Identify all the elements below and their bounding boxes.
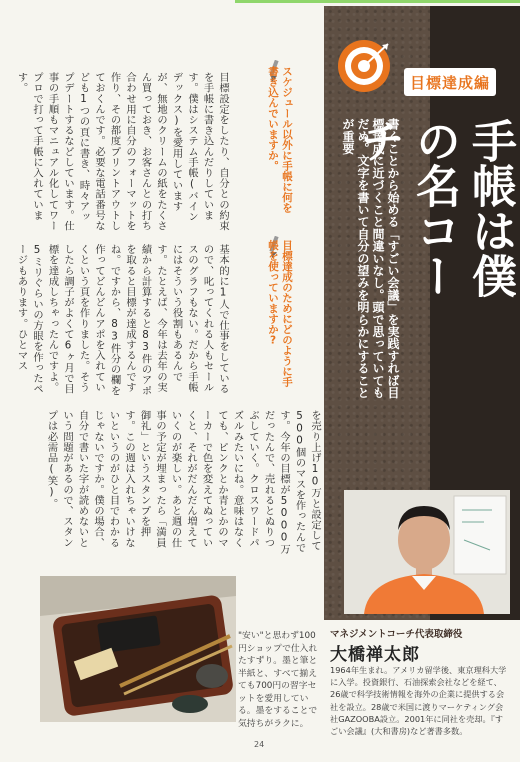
dartboard-icon <box>336 38 392 94</box>
photo-caption: "安い"と思わず100円ショップで仕入れたすずり。墨と筆と半紙と、すべて揃えても700円の習字セットを愛用している。墨をすることで気持ちがラクに。 <box>238 631 318 729</box>
person-name: 大橋禅太郎 <box>330 645 420 665</box>
article-lead: 書くことから始める「すごい会議」を実践すれば目標達成に近づくこと間違いなし。頭で思っていてもだめ。文字を書いて自分の望みを明らかにすることが重要 <box>341 118 400 399</box>
person-role: マネジメントコーチ代表取締役 <box>330 629 463 640</box>
person-bio: 1964年生まれ。アメリカ留学後、東京理科大学に入学。投資銀行、石油探索会社などを経て、26歳で科学技術情報を海外の企業に提供する会社を設立。28歳で米国に渡りマーケティング会社GAZOOBA設立。2001年に同社を売却。『すごい会議』(大和書房)など著書多数。 <box>330 665 507 737</box>
portrait-illustration <box>344 490 510 614</box>
question-2: 目標達成のためにどのように手帳を使っていますか? <box>267 240 293 387</box>
answer-2-continued-text: を売り上げ10万と設定して500個のマスを作ったんです。今年の目標が5000万だったんで、売れるとぬりつぶしていく。クロスワードパズルみたいにね。意味はなくても、ピンクとか青とかのマーカーで色を変えてぬっていくと、それがだんだん増えていくのが楽しい。あと週の仕事の予定が埋まったら「満員御礼」というスタンプを押す。この週は入れちゃいけないというのがひと目でわかるじゃないですか。僕の場合、自分で書いた字が読めないという問題があるので、スタンプは必需品(笑)。 <box>45 410 321 555</box>
portrait-photo <box>344 490 510 614</box>
page-number: 24 <box>254 740 265 749</box>
inkstone-photo <box>40 576 236 722</box>
inkstone-illustration <box>40 576 236 722</box>
answer-2-text: 基本的に1人で仕事をしているので、叱ってくれる人もセールスのグラフもない。だから手帳にはそういう役割もあるんです。たとえば、今年は去年の実績から計算すると83件のアポを取ると目標が達成するんですね。ですから、83件分の欄を作ってどんどんアポを入れていくという頁を作りました。そうしたら調子がよくて6ヶ月で目標を達成しちゃったんですよ。5ミリぐらいの方眼を作ったページもあります。ひとマス <box>15 244 229 396</box>
article-title: 手帳は僕の名コーチ <box>352 118 517 298</box>
answer-1-text: 目標設定をしたり、自分との約束を手帳に書き込んだりしています。僕はシステム手帳(バインデックス)を愛用していますが、無地のクリームの紙をたくさん買っておき、お客さんとの打ち合わせ用に自分のフォーマットを作り、その都度プリントアウトしておくんです。必要な電話番号なども1つの頁に書き、時々アップデートするなどしています。仕事の手順もマニュアル化してワープロで打って手帳に入れています。 <box>15 72 229 231</box>
question-1: スケジュール以外に手帳に何を書き込んでいますか。 <box>267 66 293 213</box>
top-rule <box>235 0 520 3</box>
section-badge: 目標達成編 <box>404 68 496 96</box>
